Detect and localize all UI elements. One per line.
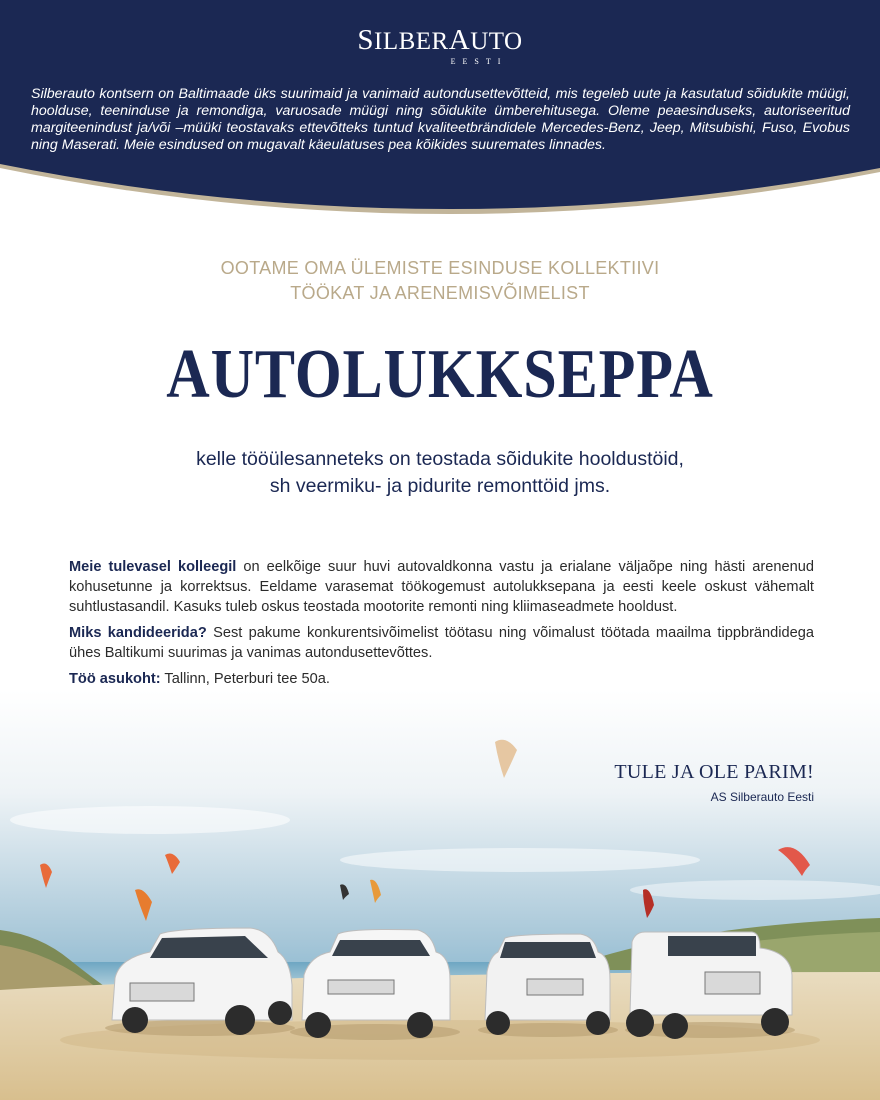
position-description: [0, 446, 880, 500]
location-paragraph: [69, 669, 814, 689]
subtitle-line-2: TÖÖKAT JA ARENEMISVÕIMELIST: [290, 283, 590, 303]
why-apply-paragraph: [69, 623, 814, 663]
header-banner: [0, 0, 880, 230]
why-apply-label: Miks kandideerida?: [69, 625, 207, 641]
recruitment-subtitle: [0, 256, 880, 306]
description-line-1: kelle tööülesanneteks on teostada sõidukite hooldustöid,: [196, 448, 684, 470]
location-label: Töö asukoht:: [69, 671, 161, 687]
requirements-text: on eelkõige suur huvi autovaldkonna vastu ja erialane väljaõpe ning hästi arenenud kohusetunne ja korrektsus. Eeldame varasemat töökogemust autolukksepana ja eesti keele oskust vähemalt suhtlustasandil. Kasuks tuleb oskus teostada mootorite remonti ning kliimaseadmete hooldust.: [69, 559, 814, 615]
location-text: Tallinn, Peterburi tee 50a.: [160, 671, 330, 687]
why-apply-text: Sest pakume konkurentsivõimelist töötasu ning võimalust töötada maailma tippbrändidega ühes Baltikumi suurimas ja vanimas autondusettevõttes.: [69, 625, 814, 661]
slogan: TULE JA OLE PARIM!: [614, 761, 814, 783]
silberauto-logo: SILBERAUTO EESTI: [0, 26, 880, 66]
requirements-label: Meie tulevasel kolleegil: [69, 559, 237, 575]
beach-cars-photo: [0, 690, 880, 1100]
job-details: [69, 557, 814, 695]
description-line-2: sh veermiku- ja pidurite remonttöid jms.: [269, 475, 611, 497]
position-title: AUTOLUKKSEPPA: [166, 336, 714, 413]
logo-subtitle: EESTI: [450, 57, 508, 66]
requirements-paragraph: [69, 557, 814, 617]
company-intro: Silberauto kontsern on Baltimaade üks suurimaid ja vanimaid autondusettevõtteid, mis tegeleb uute ja kasutatud sõidukite müügi, hoolduse, teeninduse ja remondiga, varuosade müügi ning sõidukite ümberehitusega. Oleme peaesinduseks, autoriseeritud margiteenindust ja/või –müüki teostavaks ettevõtteks tuntud kvaliteetbrändidele Mercedes-Benz, Jeep, Mitsubishi, Fuso, Evobus ning Maserati. Meie esindused on mugavalt käeulatuses pea kõikides suuremates linnades.: [31, 86, 850, 153]
company-name: AS Silberauto Eesti: [710, 790, 814, 804]
subtitle-line-1: OOTAME OMA ÜLEMISTE ESINDUSE KOLLEKTIIVI: [220, 258, 660, 278]
